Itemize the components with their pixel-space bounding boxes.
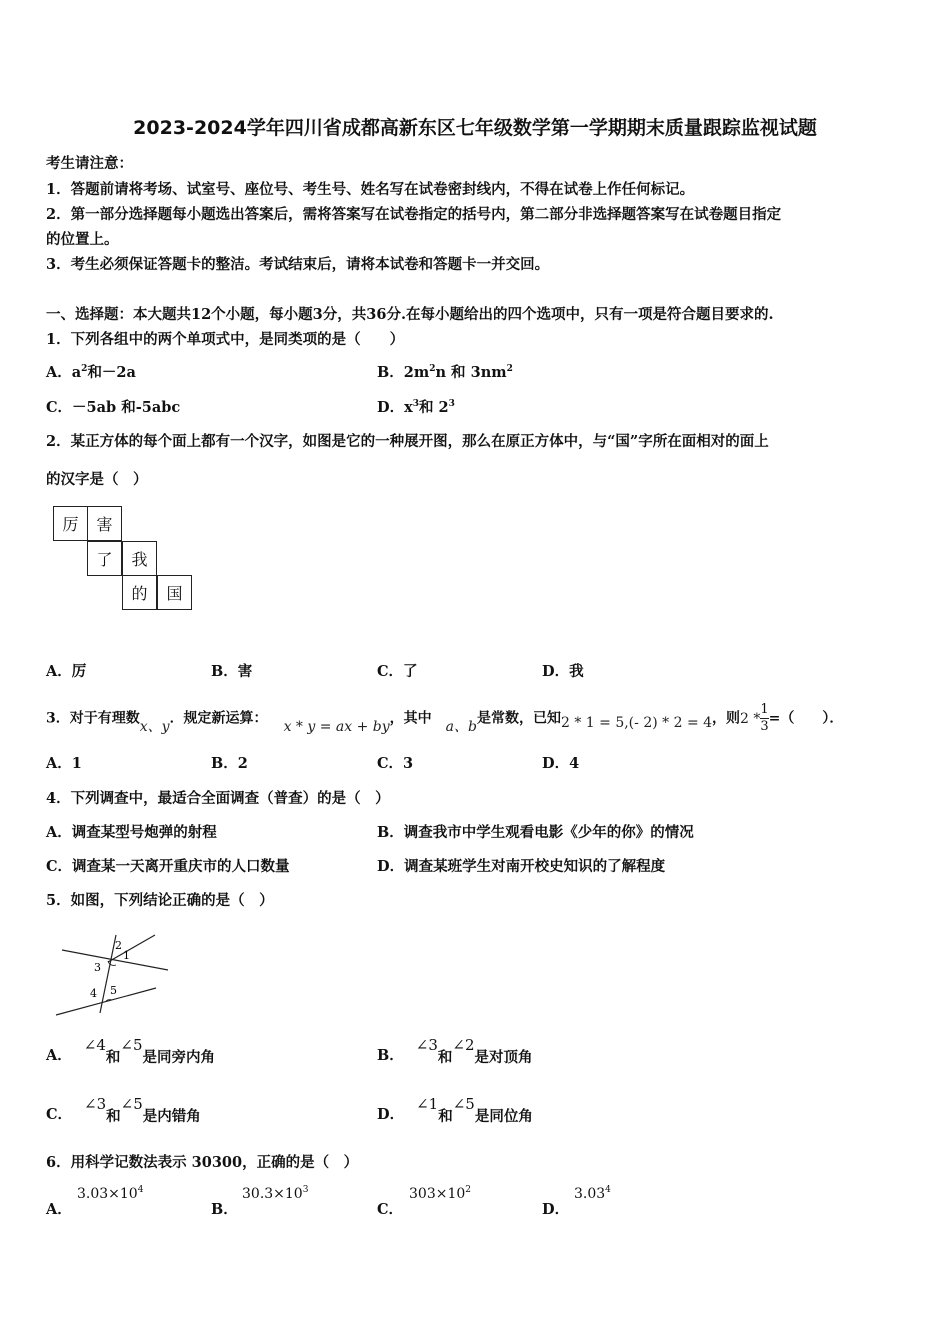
q6-option-b-label: B． <box>211 1201 238 1218</box>
q6-option-c-value: $303\times 10^2$ <box>409 1185 472 1202</box>
q1-option-b: B．$2m^2n$ 和 $3nm^2$ <box>377 364 513 381</box>
net-cell: 害 <box>87 506 122 541</box>
q6-option-c-label: C． <box>377 1201 404 1218</box>
net-cell: 的 <box>122 575 157 610</box>
q4-option-d: D．调查某班学生对南开校史知识的了解程度 <box>377 858 666 875</box>
q4-option-a: A．调查某型号炮弹的射程 <box>46 824 217 841</box>
line-top <box>62 950 168 970</box>
q4-stem: 4．下列调查中，最适合全面调查（普查）的是（ ） <box>46 790 390 807</box>
angle-label: 3 <box>94 961 101 974</box>
net-cell: 国 <box>157 575 192 610</box>
q6-stem: 6．用科学记数法表示 30300，正确的是（ ） <box>46 1154 359 1171</box>
q4-option-b: B．调查我市中学生观看电影《少年的你》的情况 <box>377 824 694 841</box>
q2-option-c: C．了 <box>377 663 418 680</box>
q3-option-a: A．1 <box>46 755 82 772</box>
angle-label: 5 <box>110 984 117 997</box>
q5-option-d: D．∠1和∠5是同位角 <box>377 1095 533 1125</box>
net-cell: 我 <box>122 541 157 576</box>
q2-stem-line1: 2．某正方体的每个面上都有一个汉字，如图是它的一种展开图，那么在原正方体中，与“国”字所在面相对的面上 <box>46 433 769 450</box>
q6-option-a-label: A． <box>46 1201 72 1218</box>
notice-heading: 考生请注意： <box>46 155 133 172</box>
notice-item-1: 1．答题前请将考场、试室号、座位号、考生号、姓名写在试卷密封线内，不得在试卷上作任何标记。 <box>46 181 695 198</box>
q2-option-d: D．我 <box>542 663 584 680</box>
q3-option-d: D．4 <box>542 755 580 772</box>
notice-item-3: 3．考生必须保证答题卡的整洁。考试结束后，请将本试卷和答题卡一并交回。 <box>46 256 550 273</box>
q2-option-a: A．厉 <box>46 663 87 680</box>
q6-option-d-label: D． <box>542 1201 570 1218</box>
angle-label: 2 <box>115 939 122 952</box>
q6-option-d-value: 3.03$^4$ <box>574 1185 611 1202</box>
fraction: $\frac{1}{3}$ <box>760 702 769 734</box>
notice-item-2: 2．第一部分选择题每小题选出答案后，需将答案写在试卷指定的括号内，第二部分非选择题答案写在试卷题目指定 <box>46 206 782 223</box>
q1-option-c: C．－5ab 和-5abc <box>46 399 181 416</box>
q1-option-d: D．$x^3$和 $2^3$ <box>377 399 455 416</box>
line-bottom <box>56 988 156 1015</box>
q3-option-c: C．3 <box>377 755 414 772</box>
angle-label: 4 <box>90 987 97 1000</box>
notice-item-2-cont: 的位置上。 <box>46 231 119 248</box>
q5-option-c: C．∠3和∠5是内错角 <box>46 1095 201 1125</box>
net-cell: 厉 <box>53 506 88 541</box>
q6-option-a-value: $3.03\times 10^4$ <box>77 1185 144 1202</box>
q6-option-b-value: $30.3\times 10^3$ <box>242 1185 309 1202</box>
section-heading: 一、选择题：本大题共12个小题，每小题3分，共36分.在每小题给出的四个选项中，只有一项是符合题目要求的. <box>46 306 774 323</box>
q1-stem: 1．下列各组中的两个单项式中，是同类项的是（ ） <box>46 331 405 348</box>
page-title: 2023-2024学年四川省成都高新东区七年级数学第一学期期末质量跟踪监视试题 <box>133 117 817 139</box>
angles-figure <box>50 925 180 1020</box>
q2-option-b: B．害 <box>211 663 253 680</box>
q3-stem: 3．对于有理数x、y．规定新运算： x * y = ax + by，其中 a、b是常数，已知2 * 1 = 5,(- 2) * 2 = 4，则2 * $\frac{1}{3}$ =（ ）． <box>46 702 844 735</box>
q2-stem-line2: 的汉字是（ ） <box>46 471 148 488</box>
angle-label: 1 <box>123 949 130 962</box>
q5-stem: 5．如图，下列结论正确的是（ ） <box>46 892 274 909</box>
net-cell: 了 <box>87 541 122 576</box>
q5-option-a: A．∠4和∠5是同旁内角 <box>46 1036 216 1066</box>
q4-option-c: C．调查某一天离开重庆市的人口数量 <box>46 858 290 875</box>
q1-option-a: A．$a^2$和－2a <box>46 364 136 381</box>
q5-option-b: B．∠3和∠2是对顶角 <box>377 1036 533 1066</box>
q3-option-b: B．2 <box>211 755 248 772</box>
